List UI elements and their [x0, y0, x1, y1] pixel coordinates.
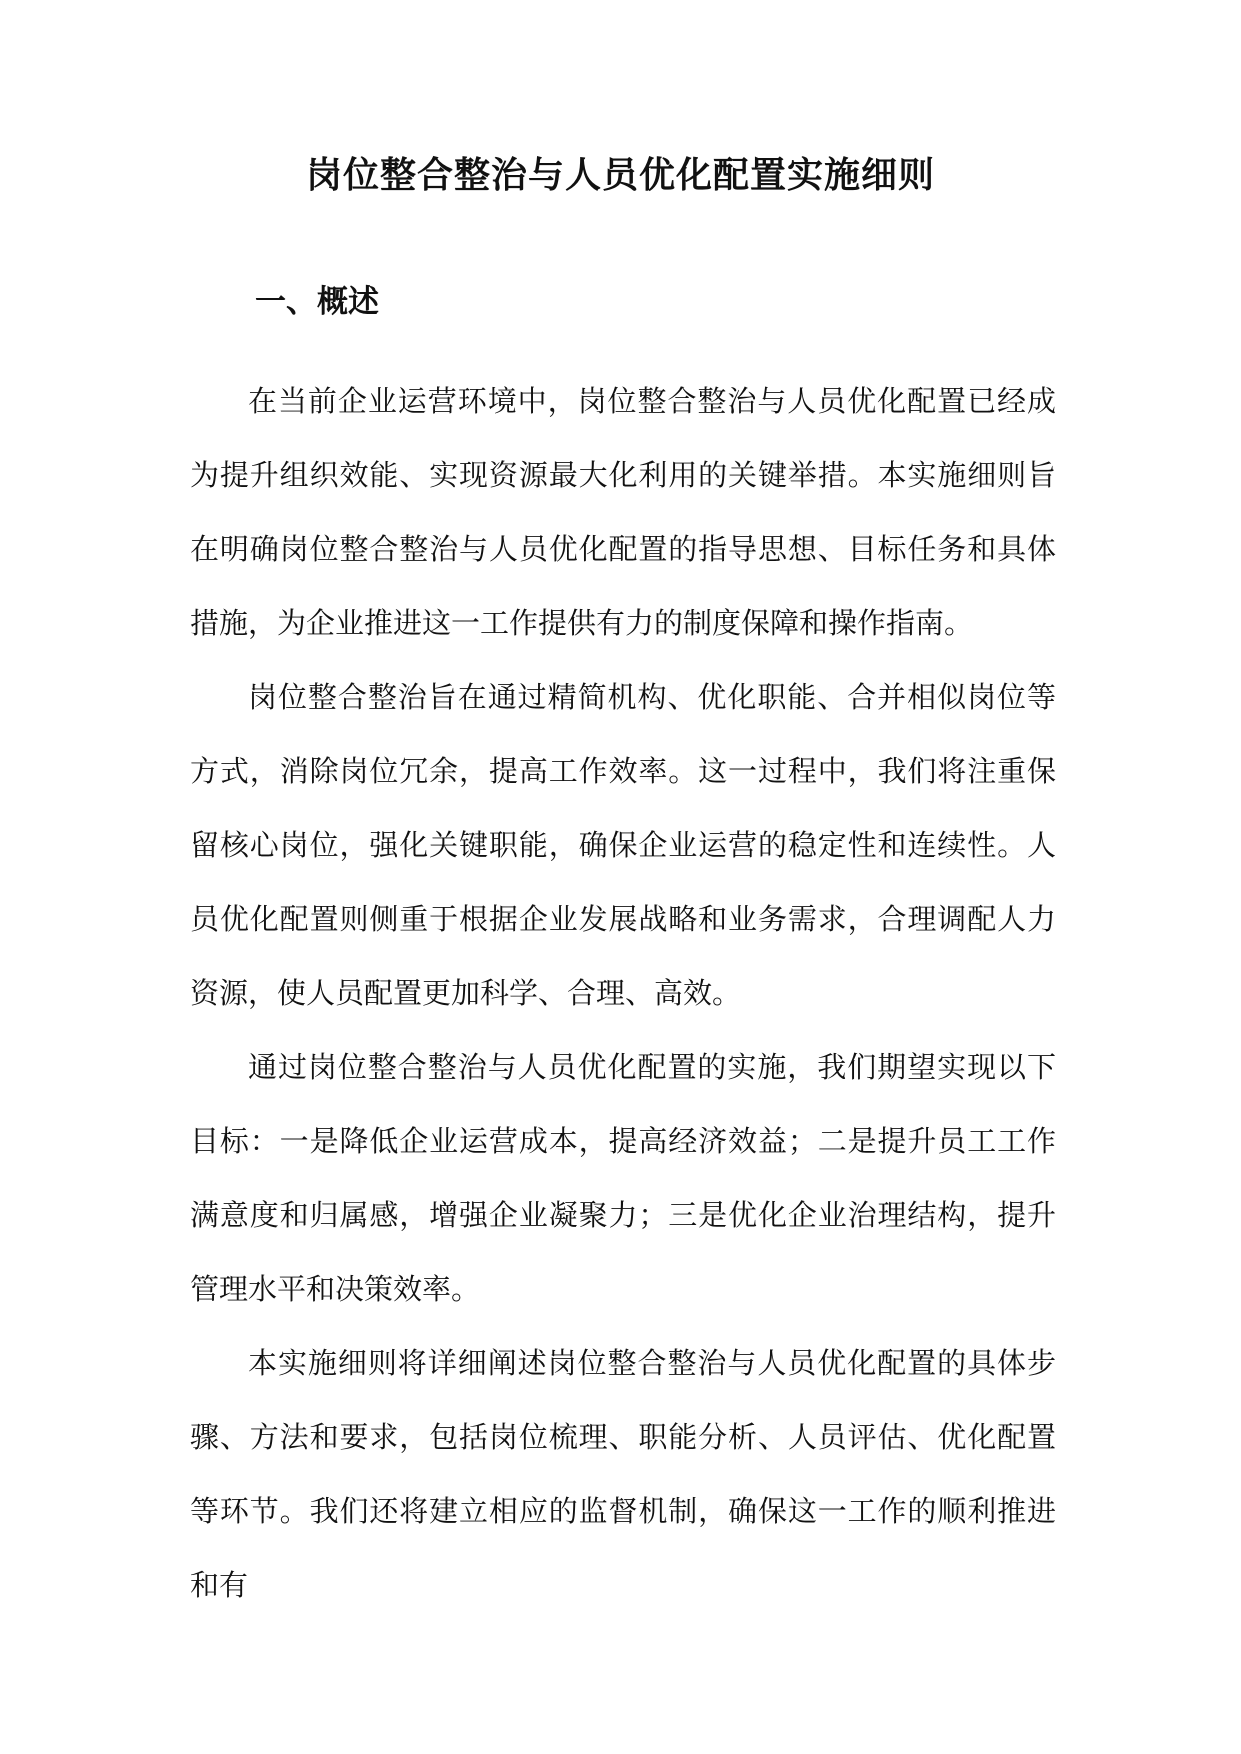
paragraph: 本实施细则将详细阐述岗位整合整治与人员优化配置的具体步骤、方法和要求，包括岗位梳理、职能分析、人员评估、优化配置等环节。我们还将建立相应的监督机制，确保这一工作的顺利推进和有 — [190, 1346, 1056, 1602]
section-heading-overview: 一、概述 — [255, 284, 379, 320]
paragraph: 岗位整合整治旨在通过精简机构、优化职能、合并相似岗位等方式，消除岗位冗余，提高工作效率。这一过程中，我们将注重保留核心岗位，强化关键职能，确保企业运营的稳定性和连续性。人员优化配置则侧重于根据企业发展战略和业务需求，合理调配人力资源，使人员配置更加科学、合理、高效。 — [190, 680, 1056, 1010]
paragraph: 通过岗位整合整治与人员优化配置的实施，我们期望实现以下目标：一是降低企业运营成本，提高经济效益；二是提升员工工作满意度和归属感，增强企业凝聚力；三是优化企业治理结构，提升管理水平和决策效率。 — [190, 1050, 1056, 1306]
document-body — [190, 364, 1056, 1622]
paragraph: 在当前企业运营环境中，岗位整合整治与人员优化配置已经成为提升组织效能、实现资源最大化利用的关键举措。本实施细则旨在明确岗位整合整治与人员优化配置的指导思想、目标任务和具体措施，为企业推进这一工作提供有力的制度保障和操作指南。 — [190, 384, 1056, 640]
document-title: 岗位整合整治与人员优化配置实施细则 — [305, 155, 935, 196]
